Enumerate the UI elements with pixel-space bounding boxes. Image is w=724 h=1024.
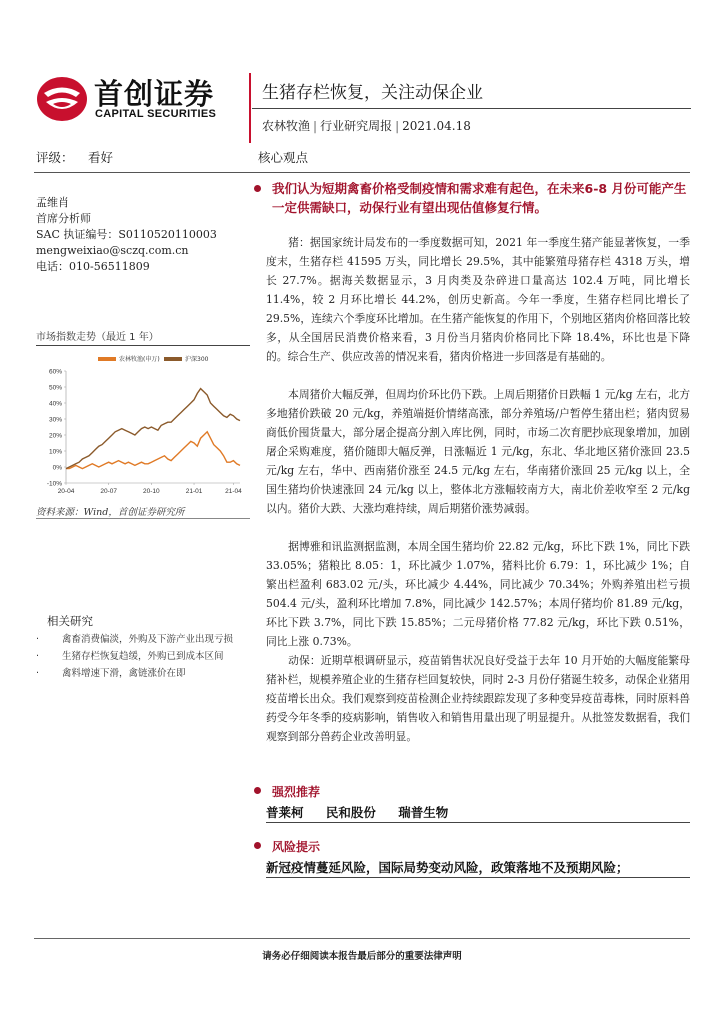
market-index-chart: [36, 349, 250, 499]
legend-label: 农林牧渔(申万): [119, 356, 160, 363]
x-tick-label: 21-01: [185, 488, 203, 495]
footer-disclaimer: 请务必仔细阅读本报告最后部分的重要法律声明: [262, 951, 462, 962]
x-tick-label: 20-04: [57, 488, 75, 495]
section-rule: [34, 172, 690, 173]
related-item[interactable]: · 生猪存栏恢复趋缓，外购已到成本区间: [36, 651, 224, 662]
analyst-name: 孟维肖: [36, 196, 69, 209]
legend-swatch: [98, 357, 116, 361]
analyst-info: [36, 195, 217, 275]
report-industry: 农林牧渔: [262, 119, 311, 133]
core-view-title: 核心观点: [258, 150, 309, 165]
company-logo-icon: [36, 76, 88, 122]
chart-top-rule: [36, 345, 250, 346]
y-tick-label: 30%: [48, 416, 62, 424]
y-tick-label: 40%: [48, 400, 62, 408]
header-divider: [249, 73, 251, 143]
related-item[interactable]: · 禽畜消费偏淡，外购及下游产业出现亏损: [36, 634, 234, 645]
lead-summary: 我们认为短期禽畜价格受制疫情和需求难有起色，在未来6-8 月份可能产生一定供需缺口，动保行业有望出现估值修复行情。: [254, 180, 690, 217]
footer-rule: [34, 938, 690, 939]
y-tick-label: -10%: [46, 480, 62, 488]
recommend-title: 强烈推荐: [254, 783, 320, 800]
stock-name[interactable]: 民和股份: [325, 805, 376, 820]
recommended-stocks: [266, 803, 466, 821]
paragraph-animal-health: 动保：近期草根调研显示，疫苗销售状况良好受益于去年 10 月开始的大幅度能繁母猪补栏，规模养殖企业的生猪存栏回复较快，同时 2-3 月份仔猪诞生较多，动保企业猪用疫苗增长出众。我们观察到疫苗检测企业持续跟踪发现了多种变异疫苗毒株，同时原料兽药受今年冬季的疫病影响，销售收入和销售用量出现了明显提升。从批签发数据看，我们观察到部分兽药企业改善明显。: [266, 654, 690, 743]
bullet-icon: [254, 787, 261, 794]
paragraph-pig: 猪：据国家统计局发布的一季度数据可知，2021 年一季度生猪产能显著恢复，一季度末，生猪存栏 41595 万头，同比增长 29.5%，其中能繁殖母猪存栏 4318 万头，增长 27.7%。据海关数据显示，3 月肉类及杂碎进口量高达 102.4 万吨，同比增长 11.4%，较 2 月环比增长 44.2%，创历史新高。今年一季度，生猪存栏同比增长了 29.5%，连续六个季度环比增加。在生猪产能恢复的作用下，个别地区猪肉价格回落比较多，从全国居民消费价格来看，3 月份当月猪肉价格同比下降 18.4%，环比也是下降的。综合生产、供应改善的情况来看，猪肉价格进一步回落是有基础的。: [266, 236, 690, 363]
legend-swatch: [164, 357, 182, 361]
y-tick-label: 60%: [48, 368, 62, 376]
y-tick-label: 10%: [48, 448, 62, 456]
bullet-icon: [254, 185, 261, 192]
analyst-email[interactable]: mengweixiao@sczq.com.cn: [36, 244, 189, 257]
report-type: 行业研究周报: [320, 119, 393, 133]
related-research-title: 相关研究: [47, 614, 93, 628]
report-date: 2021.04.18: [402, 119, 471, 133]
x-tick-label: 21-04: [225, 488, 242, 495]
analyst-sac: SAC 执证编号：S0110520110003: [36, 228, 217, 241]
series-line-1: [66, 389, 240, 469]
report-title: 生猪存栏恢复，关注动保企业: [262, 83, 483, 103]
bullet-icon: [254, 842, 261, 849]
analyst-title: 首席分析师: [36, 212, 91, 225]
meta-separator: |: [313, 119, 318, 133]
y-tick-label: 0%: [52, 464, 62, 472]
chart-title: 市场指数走势（最近 1 年）: [36, 332, 159, 343]
bullet-dot: ·: [36, 651, 40, 662]
paragraph-weekly-price: 本周猪价大幅反弹，但周均价环比仍下跌。上周后期猪价日跌幅 1 元/kg 左右，北方多地猪价跌破 20 元/kg，养殖端挺价情绪高涨，部分养殖场/户暂停生猪出栏；猪肉贸易商低价囤货量大，部分屠企提高分割入库比例，同时，市场二次育肥抄底现象增加，加剧屠企采购难度，猪价随即大幅反弹，日涨幅近 1 元/kg，东北、华北地区猪价涨回 23.5 元/kg 左右，华中、西南猪价涨至 24.5 元/kg 左右，华南猪价涨回 25 元/kg 以上，全国生猪均价快速涨回 24 元/kg 以上，整体北方涨幅较南方大，南北价差收窄至 2 元/kg 以内。猪价大跌、大涨均难持续，周后期猪价涨势减弱。: [266, 388, 690, 515]
recommend-rule: [266, 822, 690, 823]
header-rule: [252, 108, 691, 109]
risk-title: 风险提示: [254, 838, 320, 855]
y-tick-label: 50%: [48, 384, 62, 392]
chart-bottom-rule: [36, 518, 250, 519]
bullet-dot: ·: [36, 668, 40, 679]
legend-label: 沪深300: [185, 356, 209, 363]
brand-name-en: CAPITAL SECURITIES: [95, 108, 217, 120]
related-research-list: [36, 633, 250, 684]
analyst-phone: 电话：010-56511809: [36, 260, 150, 273]
y-tick-label: 20%: [48, 432, 62, 440]
bullet-dot: ·: [36, 634, 40, 645]
risk-text: 新冠疫情蔓延风险，国际局势变动风险，政策落地不及预期风险；: [266, 860, 629, 875]
series-line-0: [66, 432, 240, 469]
brand-name-cn: 首创证券: [94, 77, 215, 111]
paragraph-boyar-data: 据博雅和讯监测据监测，本周全国生猪均价 22.82 元/kg，环比下跌 1%，同比下跌 33.05%；猪粮比 8.05：1，环比减少 1.07%，猪料比价 6.79：1，环比减少 1%；自繁出栏盈利 683.02 元/头，环比减少 4.44%，同比减少 70.34%；外购养殖出栏亏损 504.4 元/头，盈利环比增加 7.8%，同比减少 142.57%；本周仔猪均价 81.89 元/kg，环比下跌 3.7%，同比下跌 15.85%；二元母猪价格 77.82 元/kg，环比下跌 0.51%，同比上涨 0.73%。: [266, 540, 690, 648]
x-tick-label: 20-07: [100, 488, 117, 495]
stock-name[interactable]: 普莱柯: [266, 805, 304, 820]
related-item[interactable]: · 禽料增速下滑，禽链涨价在即: [36, 668, 186, 679]
rating-value: 看好: [88, 150, 114, 165]
risk-rule: [266, 877, 690, 878]
x-tick-label: 20-10: [143, 488, 160, 495]
chart-source: 资料来源：Wind，首创证券研究所: [36, 507, 185, 518]
stock-name[interactable]: 瑞普生物: [398, 805, 449, 820]
meta-separator: |: [395, 119, 400, 133]
rating-label: 评级：: [36, 150, 74, 165]
report-meta: [262, 117, 471, 134]
